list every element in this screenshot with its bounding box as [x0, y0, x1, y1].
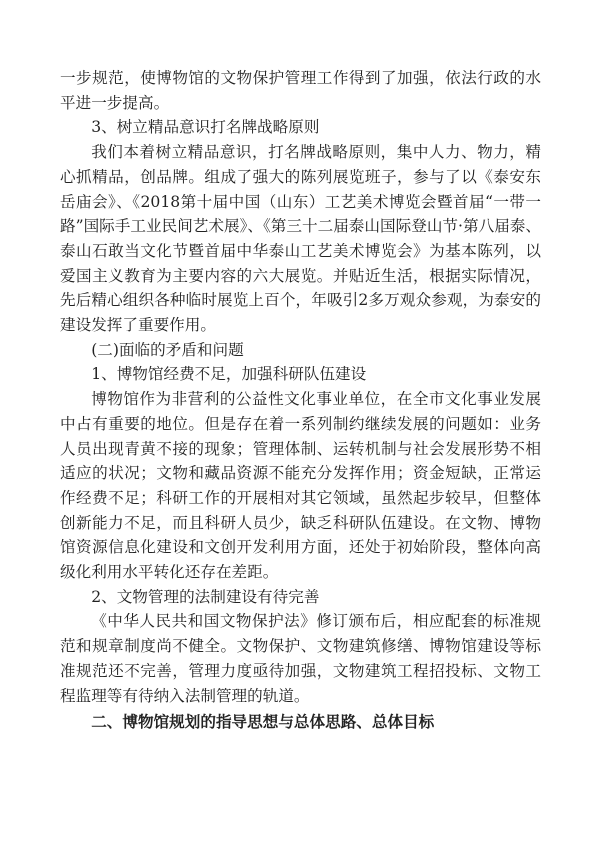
paragraph-exhibitions: 我们本着树立精品意识，打名牌战略原则，集中人力、物力，精心抓精品，创品牌。组成了强大的陈列展览班子，参与了以《泰安东岳庙会》、《2018第十届中国（山东）工艺美术博览会暨首届“一带一路”国际手工业民间艺术展》、《第三十二届泰山国际登山节·第八届泰、泰山石敢当文化节暨首届中华泰山工艺美术博览会》为基本陈列，以爱国主义教育为主要内容的六大展览。并贴近生活，根据实际情况，先后精心组织各种临时展览上百个，年吸引2多万观众参观，为泰安的建设发挥了重要作用。 [60, 143, 541, 335]
section-heading-1: 1、博物馆经费不足，加强科研队伍建设 [91, 365, 367, 384]
section-heading-3: 3、树立精品意识打名牌战略原则 [91, 118, 320, 137]
paragraph-continuation: 一步规范，使博物馆的文物保护管理工作得到了加强，依法行政的水平进一步提高。 [60, 69, 541, 112]
document-page [60, 66, 541, 735]
chapter-heading-2: 二、博物馆规划的指导思想与总体思路、总体目标 [91, 712, 435, 732]
paragraph-funding: 博物馆作为非营利的公益性文化事业单位，在全市文化事业发展中占有重要的地位。但是存在着一系列制约继续发展的问题如：业务人员出现青黄不接的现象；管理体制、运转机制与社会发展形势不相适应的状况；文物和藏品资源不能充分发挥作用；资金短缺，正常运作经费不足；科研工作的开展相对其它领域，虽然起步较早，但整体创新能力不足，而且科研人员少，缺乏科研队伍建设。在文物、博物馆资源信息化建设和文创开发利用方面，还处于初始阶段，整体向高级化利用水平转化还存在差距。 [60, 390, 541, 582]
paragraph-legal: 《中华人民共和国文物保护法》修订颁布后，相应配套的标准规范和规章制度尚不健全。文物保护、文物建筑修缮、博物馆建设等标准规范还不完善，管理力度亟待加强，文物建筑工程招投标、文物工程监理等有待纳入法制管理的轨道。 [60, 612, 541, 705]
section-heading-problems: (二)面临的矛盾和问题 [91, 340, 244, 359]
section-heading-2: 2、文物管理的法制建设有待完善 [91, 587, 320, 606]
